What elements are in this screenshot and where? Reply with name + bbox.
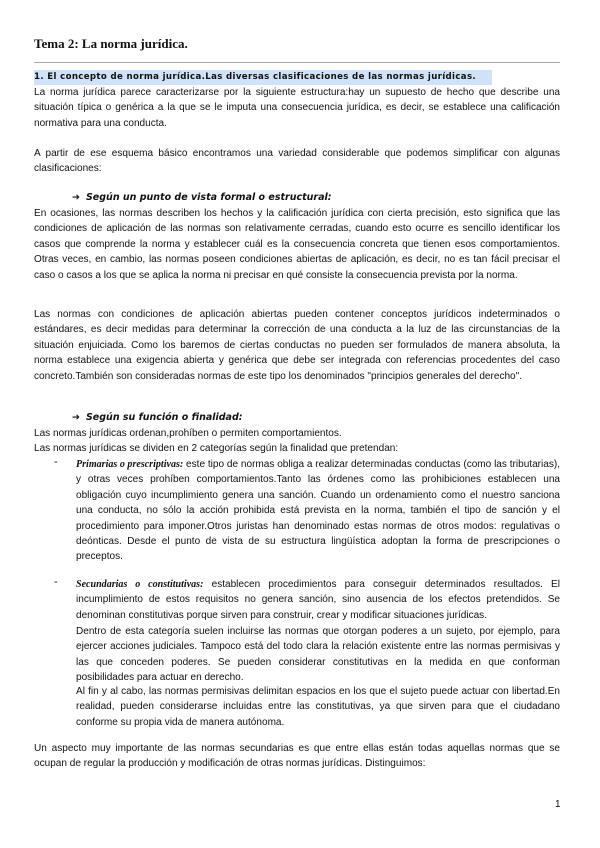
list-bullet-dash: - bbox=[54, 456, 58, 468]
closing-paragraph: Un aspecto muy importante de las normas secundarias es que entre ellas están todas aquellas normas que se ocupan de regular la producción y modificación de otras normas jurídicas. Distinguimos: bbox=[34, 743, 560, 770]
list-item-primarias-text: este tipo de normas obliga a realizar determinadas conductas (como las tributarias), y otras veces prohíben comportamientos.Tanto las órdenes como las prohibiciones establecen una obligación cuyo incumplimiento genera una sanción. Cuando un ordenamiento como el nuestro sanciona una conducta, no sólo la acción prohibida está prevista en la norma, también el tipo de sanción y el procedimiento para imponer.Otros juristas han denominado estas normas de otros modos: regulativas o deónticas. Desde el punto de vista de su estructura lingüística adoptan la forma de prescripciones o preceptos. bbox=[76, 459, 560, 563]
list-item-primarias bbox=[76, 457, 560, 565]
list-item-secundarias-para-2: Dentro de esta categoría suelen incluirse las normas que otorgan poderes a un sujeto, por ejemplo, para ejercer acciones judiciales. Tampoco está del todo clara la relación existente entre las normas permisivas y las que conceden poderes. Se pueden considerar constitutivas en la medida en que conforman posibilidades para actuar en derecho. bbox=[76, 626, 560, 684]
function-line-2: Las normas jurídicas se dividen en 2 categorías según la finalidad que pretendan: bbox=[34, 443, 399, 454]
subsection-heading-function-text: Según su función o finalidad: bbox=[85, 412, 243, 423]
formal-paragraph-2: Las normas con condiciones de aplicación abiertas pueden contener conceptos jurídicos indeterminados o estándares, es decir medidas para determinar la corrección de una conducta a la luz de las circunstancias de la situación enjuiciada. Como los baremos de ciertas conductas no pueden ser formulados de manera absoluta, la norma establece una exigencia abierta y genérica que debe ser integrada con referencias procedentes del caso concreto.También son consideradas normas de este tipo los denominados "principios generales del derecho". bbox=[34, 309, 560, 382]
term-primarias: Primarias o prescriptivas: bbox=[76, 459, 184, 470]
formal-paragraph-1: En ocasiones, las normas describen los hechos y la calificación jurídica con cierta precisión, esto significa que las condiciones de aplicación de las normas son relativamente cerradas, cuando esto ocurre es sencillo identificar los casos que comprende la norma y establecer cuál es la consecuencia concreta que tienen esos comportamientos. Otras veces, en cambio, las normas poseen condiciones abiertas de aplicación, es decir, no es tan fácil precisar el caso o casos a los que se aplica la norma ni precisar en qué consiste la consecuencia prevista por la norma. bbox=[34, 208, 560, 281]
term-secundarias: Secundarias o constitutivas: bbox=[76, 579, 204, 590]
list-bullet-dash: - bbox=[54, 576, 58, 588]
page-title: Tema 2: La norma jurídica. bbox=[34, 36, 188, 51]
subsection-heading-formal bbox=[72, 192, 332, 203]
arrow-right-icon: ➔ bbox=[72, 412, 80, 423]
function-line-1: Las normas jurídicas ordenan,prohíben o permiten comportamientos. bbox=[34, 428, 342, 439]
list-item-secundarias bbox=[76, 577, 560, 623]
intro-paragraph: La norma jurídica parece caracterizarse por la siguiente estructura:hay un supuesto de hecho que describe una situación típica o genérica a la que se le imputa una consecuencia jurídica, es decir, se establece una calificación normativa para una conducta. bbox=[34, 87, 560, 129]
subsection-heading-function bbox=[72, 412, 243, 423]
page-number: 1 bbox=[555, 799, 561, 810]
arrow-right-icon: ➔ bbox=[72, 192, 80, 203]
section-heading-1: 1. El concepto de norma jurídica.Las diversas clasificaciones de las normas jurídicas. bbox=[34, 70, 492, 85]
subsection-heading-formal-text: Según un punto de vista formal o estructural: bbox=[85, 192, 332, 203]
list-item-secundarias-para-3: Al fin y al cabo, las normas permisivas delimitan espacios en los que el sujeto puede actuar con libertad.En realidad, pueden considerarse incluidas entre las constitutivas, ya que sirven para que el ciudadano conforme su propia vida de manera autónoma. bbox=[76, 686, 560, 728]
title-divider bbox=[34, 62, 560, 63]
classification-paragraph: A partir de ese esquema básico encontramos una variedad considerable que podemos simplificar con algunas clasificaciones: bbox=[34, 148, 560, 175]
list-item-secundarias-text: establecen procedimientos para conseguir determinados resultados. El incumplimiento de estos requisitos no genera sanción, sino ausencia de los efectos pretendidos. Se denominan constitutivas porque sirven para construir, crear y modificar situaciones jurídicas. bbox=[76, 579, 560, 621]
